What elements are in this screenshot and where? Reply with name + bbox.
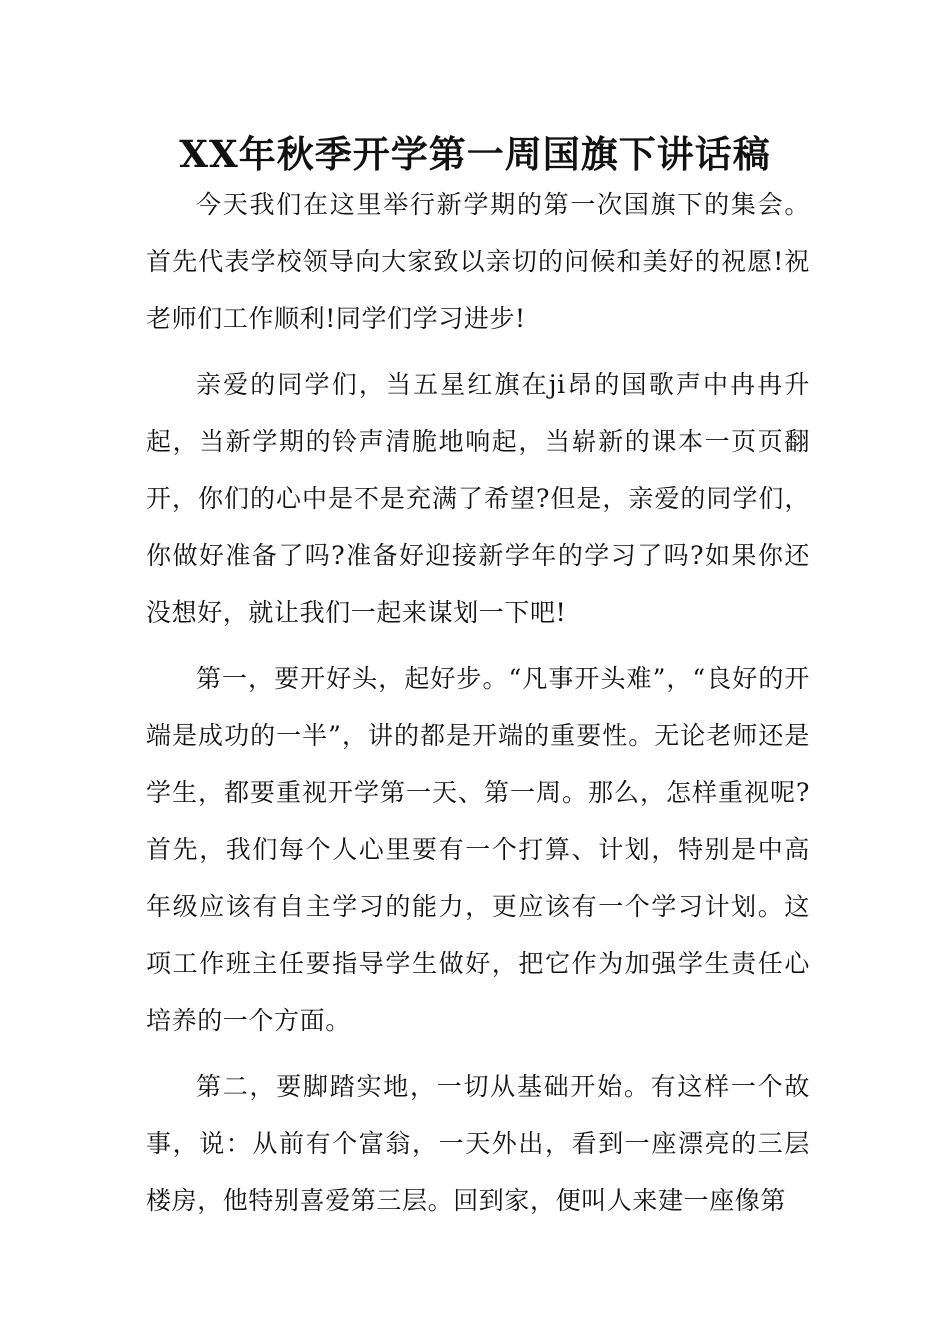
paragraph-4: 第二，要脚踏实地，一切从基础开始。有这样一个故事，说：从前有个富翁，一天外出，看到一座漂亮的三层楼房，他特别喜爱第三层。回到家，便叫人来建一座像第 — [146, 1072, 810, 1215]
paragraph-1: 今天我们在这里举行新学期的第一次国旗下的集会。首先代表学校领导向大家致以亲切的问候和美好的祝愿!祝老师们工作顺利!同学们学习进步! — [146, 190, 810, 333]
document-body — [146, 176, 810, 1238]
paragraph-3: 第一，要开好头，起好步。“凡事开头难”，“良好的开端是成功的一半”，讲的都是开端的重要性。无论老师还是学生，都要重视开学第一天、第一周。那么，怎样重视呢?首先，我们每个人心里要有一个打算、计划，特别是中高年级应该有自主学习的能力，更应该有一个学习计划。这项工作班主任要指导学生做好，把它作为加强学生责任心培养的一个方面。 — [146, 664, 810, 1035]
paragraph-2: 亲爱的同学们，当五星红旗在ji昂的国歌声中冉冉升起，当新学期的铃声清脆地响起，当崭新的课本一页页翻开，你们的心中是不是充满了希望?但是，亲爱的同学们，你做好准备了吗?准备好迎接新学年的学习了吗?如果你还没想好，就让我们一起来谋划一下吧! — [146, 370, 810, 627]
document-title: XX年秋季开学第一周国旗下讲话稿 — [179, 132, 771, 176]
